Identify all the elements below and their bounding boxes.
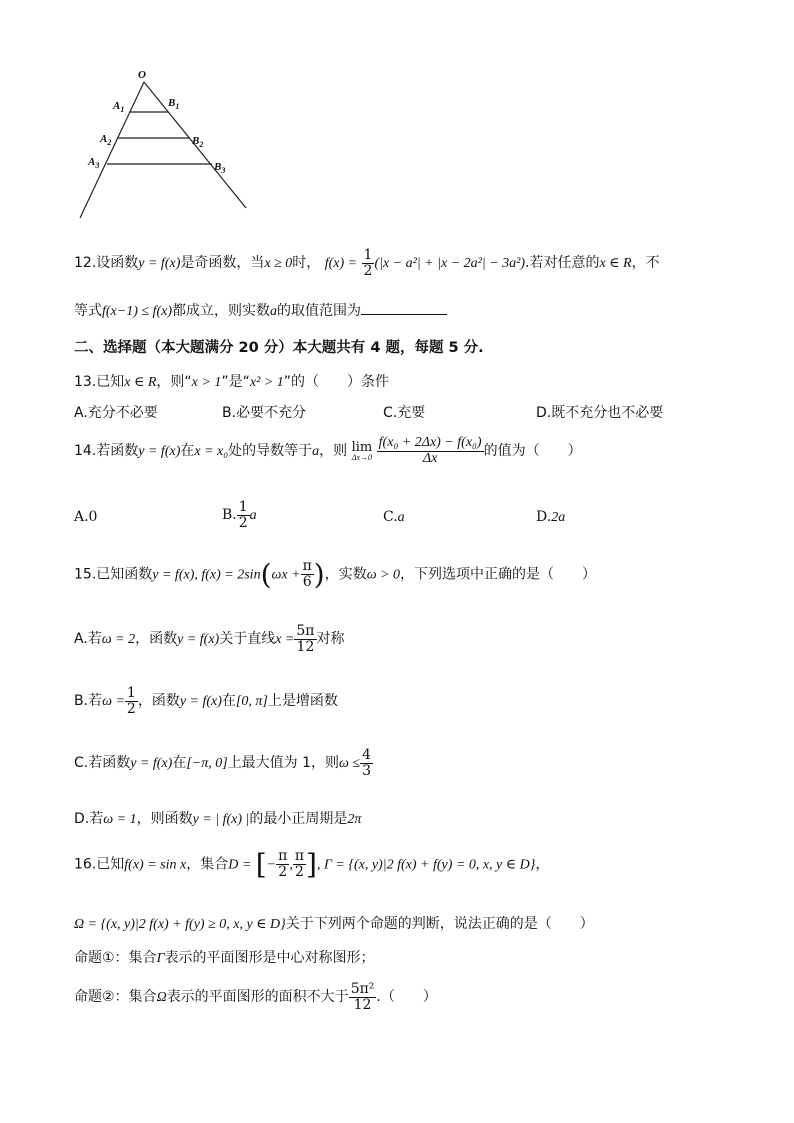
q15-option-c[interactable]: C.若函数y = f(x)在[−π, 0]上最大值为 1，则ω ≤ $\frac{4}{3}$	[74, 747, 372, 779]
q14-option-b[interactable]: B. $\frac{1}{2}$ a	[222, 499, 257, 531]
q13-option-b[interactable]: B.必要不充分	[222, 405, 307, 421]
label-a2: $A_2$	[100, 133, 112, 147]
q16-line1: 16.已知f(x) = sin x，集合D = [− $\frac{\pi}{2}$ , $\frac{\pi}{2}$ ], Γ = {(x, y)|2 f(x) + f(y) = 0, x, y ∈ D}，	[74, 848, 550, 881]
q13-option-d[interactable]: D.既不充分也不必要	[536, 405, 664, 421]
label-a1: $A_1$	[113, 100, 125, 114]
q14-stem: 14.若函数y = f(x)在x = x₀处的导数等于a，则 lim Δx→0 $\frac{\text{f(x₀ + 2Δx) − f(x₀)}}{\Delta x}$ 的值为（ ）	[74, 435, 582, 466]
q12-line1: 12.设函数y = f(x)是奇函数，当x ≥ 0时， f(x) = $\frac{1}{2}$ (|x − a²| + |x − 2a²| − 3a²).若对任意的x ∈ R，不	[74, 247, 660, 279]
q15-stem: 15.已知函数y = f(x), f(x) = 2sin(ωx + $\frac{\pi}{6}$ )，实数ω > 0，下列选项中正确的是（ ）	[74, 558, 597, 591]
q14-option-c[interactable]: C.a	[383, 509, 405, 525]
q15-option-a[interactable]: A.若ω = 2，函数y = f(x)关于直线x = $\frac{5\pi}{12}$ 对称	[74, 623, 345, 655]
q14-option-a[interactable]: A.0	[74, 509, 98, 525]
q15-option-b[interactable]: B.若ω = $\frac{1}{2}$ ，函数y = f(x)在[0, π]上是增函数	[74, 685, 338, 717]
q13-option-c[interactable]: C.充要	[383, 405, 426, 421]
q16-proposition-1: 命题①：集合Γ表示的平面图形是中心对称图形；	[74, 950, 375, 966]
limit-operator: lim Δx→0	[351, 439, 373, 462]
q15-option-d[interactable]: D.若ω = 1，则函数y = | f(x) |的最小正周期是2π	[74, 811, 362, 827]
section-heading: 二、选择题（本大题满分 20 分）本大题共有 4 题，每题 5 分.	[74, 340, 484, 356]
label-a3: $A_3$	[88, 156, 100, 170]
q13-stem: 13.已知x ∈ R，则“x > 1”是“x² > 1”的（ ）条件	[74, 374, 389, 390]
ray-oa	[80, 82, 144, 218]
label-b1: $B_1$	[168, 97, 180, 111]
q12-line2: 等式f(x−1) ≤ f(x)都成立，则实数a的取值范围为	[74, 300, 447, 320]
fraction-one-half: $\frac{1}{2}$	[363, 247, 373, 279]
q16-line2: Ω = {(x, y)|2 f(x) + f(y) ≥ 0, x, y ∈ D}关于下列两个命题的判断，说法正确的是（ ）	[74, 916, 594, 932]
difference-quotient: $\frac{\text{f(x₀ + 2Δx) − f(x₀)}}{\Delta x}$	[378, 435, 482, 466]
label-b3: $B_3$	[214, 161, 226, 175]
q14-option-d[interactable]: D.2a	[536, 509, 566, 525]
triangle-figure	[60, 62, 260, 222]
q13-option-a[interactable]: A.充分不必要	[74, 405, 158, 421]
label-o: O	[138, 69, 146, 81]
label-b2: $B_2$	[192, 135, 204, 149]
q16-proposition-2: 命题②：集合Ω表示的平面图形的面积不大于 $\frac{\text{5π²}}{12}$ .（ ）	[74, 981, 437, 1013]
answer-blank[interactable]	[361, 300, 447, 315]
